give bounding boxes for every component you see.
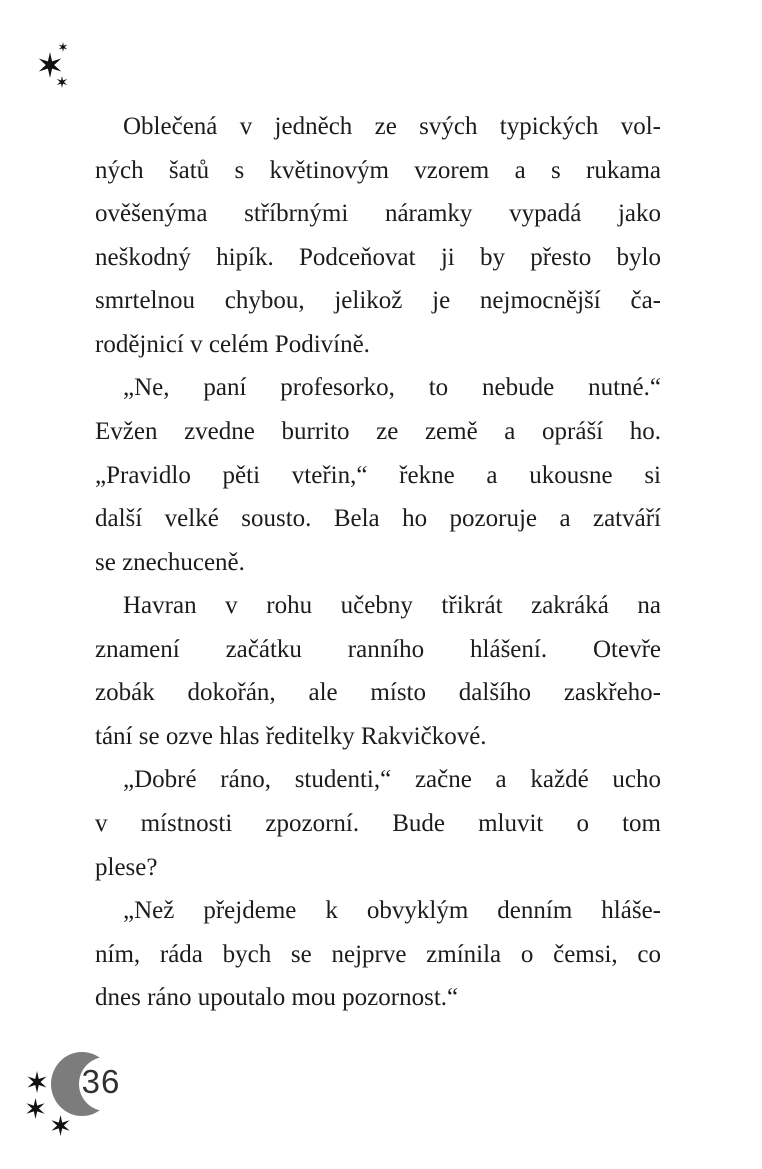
text-line: zobák dokořán, ale místo dalšího zaskřeho- [95, 679, 661, 707]
paragraph [95, 105, 661, 366]
text-line: dnes ráno upoutalo mou pozornost.“ [95, 984, 459, 1012]
text-line: rodějnicí v celém Podivíně. [95, 330, 370, 358]
paragraph [95, 889, 661, 1020]
page-number: 36 [81, 1063, 121, 1100]
text-line: „Než přejdeme k obvyklým denním hláše- [123, 897, 661, 925]
text-line: Oblečená v jedněch ze svých typických vol- [123, 113, 661, 140]
text-line: ním, ráda bych se nejprve zmínila o čemsi, co [95, 940, 661, 968]
text-line: Evžen zvedne burrito ze země a opráší ho. [95, 417, 661, 445]
text-line: „Dobré ráno, studenti,“ začne a každé ucho [123, 766, 661, 794]
text-line: plese? [95, 853, 158, 881]
text-line: tání se ozve hlas ředitelky Rakvičkové. [95, 722, 487, 750]
star-icon [37, 52, 63, 78]
text-line: ověšenýma stříbrnými náramky vypadá jako [95, 200, 661, 228]
page-text [95, 105, 661, 1020]
paragraph [95, 584, 661, 758]
text-line: v místnosti zpozorní. Bude mluvit o tom [95, 810, 661, 837]
text-line: „Pravidlo pěti vteřin,“ řekne a ukousne si [95, 461, 661, 489]
text-line: ných šatů s květinovým vzorem a s rukama [95, 156, 661, 184]
text-line: smrtelnou chybou, jelikož je nejmocnější ča- [95, 287, 661, 315]
star-icon [50, 1115, 71, 1136]
star-icon [58, 42, 68, 52]
text-line: se znechuceně. [95, 548, 245, 576]
paragraph [95, 758, 661, 889]
text-line: znamení začátku ranního hlášení. Otevře [95, 635, 661, 663]
star-icon [56, 76, 68, 88]
star-icon [25, 1098, 46, 1119]
star-icon [26, 1071, 48, 1093]
text-line: neškodný hipík. Podceňovat ji by přesto bylo [95, 243, 661, 271]
paragraph [95, 366, 661, 584]
text-line: Havran v rohu učebny třikrát zakráká na [123, 592, 661, 620]
text-line: „Ne, paní profesorko, to nebude nutné.“ [123, 374, 661, 402]
text-line: další velké sousto. Bela ho pozoruje a zatváří [95, 505, 661, 533]
